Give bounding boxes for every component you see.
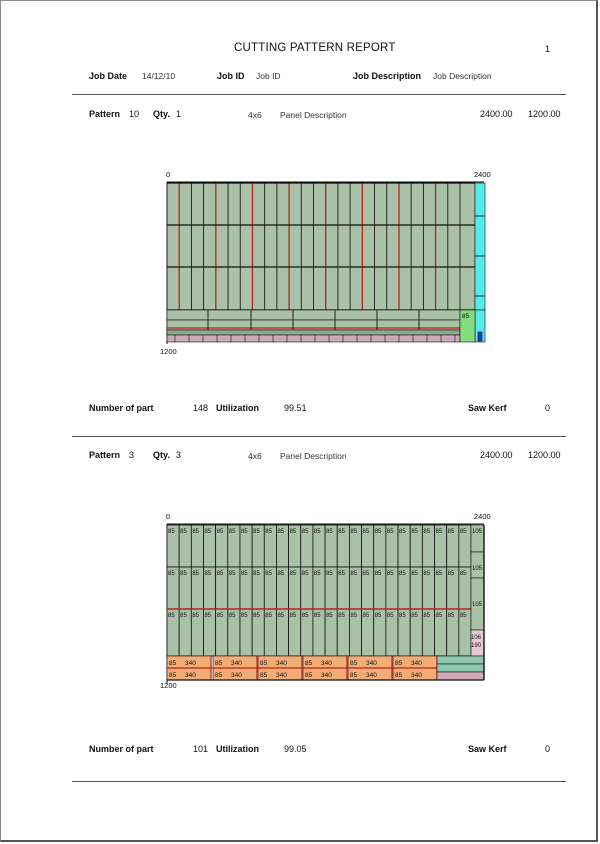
piece-label: 85 bbox=[301, 571, 309, 577]
panel-size: 4x6 bbox=[248, 451, 262, 461]
panel-description: Panel Description bbox=[280, 451, 347, 461]
piece-label: 85 bbox=[435, 529, 443, 535]
utilization-label: Utilization bbox=[216, 403, 259, 413]
orange-piece-label: 340 bbox=[231, 672, 242, 679]
qty-label: Qty. bbox=[153, 450, 170, 460]
saw-kerf-value: 0 bbox=[545, 403, 551, 413]
orange-piece-label: 85 bbox=[260, 672, 268, 679]
piece-label: 85 bbox=[423, 571, 431, 577]
trim-piece bbox=[437, 672, 484, 680]
blue-offcut bbox=[478, 332, 482, 341]
piece-label: 85 bbox=[386, 529, 394, 535]
piece-label: 85 bbox=[192, 613, 200, 619]
utilization-value: 99.51 bbox=[284, 403, 307, 413]
cyan-strip bbox=[475, 183, 485, 310]
piece-label: 85 bbox=[204, 613, 212, 619]
axis-width-label: 1200 bbox=[160, 347, 177, 356]
piece-label: 85 bbox=[228, 571, 236, 577]
pink-piece-label: 106 bbox=[471, 635, 482, 641]
piece-label: 85 bbox=[447, 613, 455, 619]
piece-label: 85 bbox=[338, 613, 345, 619]
orange-piece-label: 85 bbox=[395, 660, 403, 667]
cutting-diagram-pattern-10 bbox=[158, 166, 498, 358]
piece-label: 85 bbox=[350, 529, 358, 535]
piece-label: 85 bbox=[289, 571, 297, 577]
trim-strip bbox=[167, 335, 460, 342]
piece-label: 85 bbox=[277, 571, 285, 577]
piece-label: 85 bbox=[204, 571, 212, 577]
piece-label: 85 bbox=[204, 529, 212, 535]
orange-piece-label: 340 bbox=[321, 660, 332, 667]
saw-kerf-label: Saw Kerf bbox=[468, 744, 507, 754]
strip-area bbox=[167, 183, 475, 310]
piece-label: 85 bbox=[301, 613, 309, 619]
saw-kerf-value: 0 bbox=[545, 744, 551, 754]
piece-label: 85 bbox=[168, 529, 175, 535]
panel-length: 2400.00 bbox=[480, 450, 513, 460]
job-date-label: Job Date bbox=[89, 71, 128, 81]
number-of-part-label: Number of part bbox=[89, 744, 154, 754]
piece-label: 85 bbox=[447, 571, 455, 577]
piece-label: 85 bbox=[399, 613, 406, 619]
piece-label: 85 bbox=[192, 529, 200, 535]
piece-label: 85 bbox=[350, 571, 358, 577]
panel-length: 2400.00 bbox=[480, 109, 513, 119]
piece-label: 85 bbox=[326, 613, 333, 619]
piece-label: 85 bbox=[386, 613, 394, 619]
orange-piece-label: 340 bbox=[366, 660, 377, 667]
pattern-label: Pattern bbox=[89, 109, 121, 119]
piece-label: 85 bbox=[459, 571, 467, 577]
orange-piece-label: 340 bbox=[276, 660, 287, 667]
piece-label: 85 bbox=[240, 529, 248, 535]
piece-label: 85 bbox=[228, 613, 236, 619]
saw-kerf-label: Saw Kerf bbox=[468, 403, 507, 413]
number-of-part-value: 101 bbox=[193, 744, 209, 754]
panel-size: 4x6 bbox=[248, 110, 262, 120]
page-number: 1 bbox=[545, 44, 551, 54]
orange-piece-label: 85 bbox=[169, 672, 177, 679]
qty-value: 1 bbox=[176, 109, 182, 119]
qty-label: Qty. bbox=[153, 109, 170, 119]
piece-label: 85 bbox=[180, 613, 187, 619]
piece-label: 85 bbox=[240, 613, 248, 619]
piece-label: 85 bbox=[374, 571, 382, 577]
piece-label: 85 bbox=[253, 571, 260, 577]
piece-label: 85 bbox=[374, 529, 382, 535]
orange-piece-label: 340 bbox=[411, 660, 422, 667]
piece-label: 85 bbox=[423, 529, 431, 535]
pattern-divider bbox=[72, 436, 566, 437]
orange-piece-label: 340 bbox=[321, 672, 332, 679]
cutting-diagram-pattern-3 bbox=[158, 508, 498, 700]
piece-label: 85 bbox=[301, 529, 309, 535]
qty-value: 3 bbox=[176, 450, 182, 460]
report-title: CUTTING PATTERN REPORT bbox=[234, 42, 396, 54]
panel-width: 1200.00 bbox=[528, 450, 561, 460]
orange-piece-label: 85 bbox=[215, 672, 223, 679]
bottom-strip bbox=[167, 310, 460, 320]
right-piece-label: 105 bbox=[472, 529, 483, 535]
axis-length-label: 2400 bbox=[474, 170, 491, 179]
piece-label: 85 bbox=[313, 529, 321, 535]
orange-piece-label: 85 bbox=[305, 660, 313, 667]
small-piece-label: 85 bbox=[462, 313, 470, 320]
piece-label: 85 bbox=[253, 529, 260, 535]
piece-label: 85 bbox=[411, 529, 418, 535]
piece-label: 85 bbox=[216, 571, 224, 577]
orange-piece-label: 85 bbox=[305, 672, 313, 679]
orange-piece-label: 85 bbox=[350, 660, 358, 667]
orange-piece-label: 85 bbox=[215, 660, 223, 667]
orange-piece-label: 340 bbox=[231, 660, 242, 667]
axis-origin-label: 0 bbox=[166, 170, 171, 179]
axis-length-label: 2400 bbox=[474, 512, 491, 521]
piece-label: 85 bbox=[386, 571, 394, 577]
number-of-part-label: Number of part bbox=[89, 403, 154, 413]
piece-label: 85 bbox=[277, 529, 285, 535]
orange-piece-label: 340 bbox=[276, 672, 287, 679]
piece-label: 85 bbox=[423, 613, 431, 619]
job-description-label: Job Description bbox=[353, 71, 422, 81]
header-divider bbox=[72, 94, 566, 95]
piece-label: 85 bbox=[289, 613, 297, 619]
piece-label: 85 bbox=[374, 613, 382, 619]
piece-label: 85 bbox=[192, 571, 200, 577]
piece-label: 85 bbox=[216, 529, 224, 535]
utilization-label: Utilization bbox=[216, 744, 259, 754]
piece-label: 85 bbox=[350, 613, 358, 619]
orange-piece-label: 340 bbox=[185, 672, 196, 679]
right-piece-label: 105 bbox=[472, 566, 483, 572]
piece-label: 85 bbox=[240, 571, 248, 577]
piece-label: 85 bbox=[338, 529, 345, 535]
orange-piece-label: 85 bbox=[260, 660, 268, 667]
piece-label: 85 bbox=[289, 529, 297, 535]
pattern-number: 3 bbox=[129, 450, 135, 460]
piece-label: 85 bbox=[265, 529, 272, 535]
piece-label: 85 bbox=[362, 529, 370, 535]
bottom-strip bbox=[167, 330, 460, 335]
offcut-piece bbox=[437, 656, 484, 664]
piece-label: 85 bbox=[459, 529, 467, 535]
orange-piece-label: 85 bbox=[395, 672, 403, 679]
panel-description: Panel Description bbox=[280, 110, 347, 120]
piece-label: 85 bbox=[277, 613, 285, 619]
piece-label: 85 bbox=[216, 613, 224, 619]
axis-width-label: 1200 bbox=[160, 681, 177, 690]
panel-width: 1200.00 bbox=[528, 109, 561, 119]
piece-label: 85 bbox=[411, 613, 418, 619]
piece-label: 85 bbox=[253, 613, 260, 619]
piece-label: 85 bbox=[459, 613, 467, 619]
pink-piece-label: 190 bbox=[471, 643, 482, 649]
pattern-layout bbox=[167, 183, 485, 342]
piece-label: 85 bbox=[313, 571, 321, 577]
piece-label: 85 bbox=[399, 529, 406, 535]
offcut-piece bbox=[437, 664, 484, 672]
axis-origin-label: 0 bbox=[166, 512, 171, 521]
orange-piece-label: 340 bbox=[185, 660, 196, 667]
right-piece bbox=[471, 552, 484, 578]
piece-label: 85 bbox=[326, 529, 333, 535]
pattern-number: 10 bbox=[129, 109, 140, 119]
piece-label: 85 bbox=[228, 529, 236, 535]
piece-label: 85 bbox=[180, 571, 187, 577]
orange-piece-label: 85 bbox=[350, 672, 358, 679]
piece-label: 85 bbox=[447, 529, 455, 535]
piece-label: 85 bbox=[338, 571, 345, 577]
job-date-value: 14/12/10 bbox=[142, 71, 176, 81]
job-description-value: Job Description bbox=[433, 71, 492, 81]
orange-piece-label: 85 bbox=[169, 660, 177, 667]
piece-label: 85 bbox=[435, 571, 443, 577]
job-id-value: Job ID bbox=[256, 71, 281, 81]
piece-label: 85 bbox=[411, 571, 418, 577]
pattern-label: Pattern bbox=[89, 450, 121, 460]
piece-label: 85 bbox=[362, 571, 370, 577]
utilization-value: 99.05 bbox=[284, 744, 307, 754]
pattern-layout bbox=[167, 525, 484, 680]
piece-label: 85 bbox=[326, 571, 333, 577]
piece-label: 85 bbox=[265, 571, 272, 577]
piece-label: 85 bbox=[265, 613, 272, 619]
piece-label: 85 bbox=[180, 529, 187, 535]
piece-label: 85 bbox=[399, 571, 406, 577]
piece-label: 85 bbox=[313, 613, 321, 619]
orange-piece-label: 340 bbox=[366, 672, 377, 679]
right-piece-label: 105 bbox=[472, 602, 483, 608]
job-id-label: Job ID bbox=[217, 71, 245, 81]
orange-piece-label: 340 bbox=[411, 672, 422, 679]
footer-divider bbox=[72, 781, 566, 782]
piece-label: 85 bbox=[168, 571, 175, 577]
piece-label: 85 bbox=[362, 613, 370, 619]
number-of-part-value: 148 bbox=[193, 403, 209, 413]
piece-label: 85 bbox=[435, 613, 443, 619]
piece-label: 85 bbox=[168, 613, 175, 619]
